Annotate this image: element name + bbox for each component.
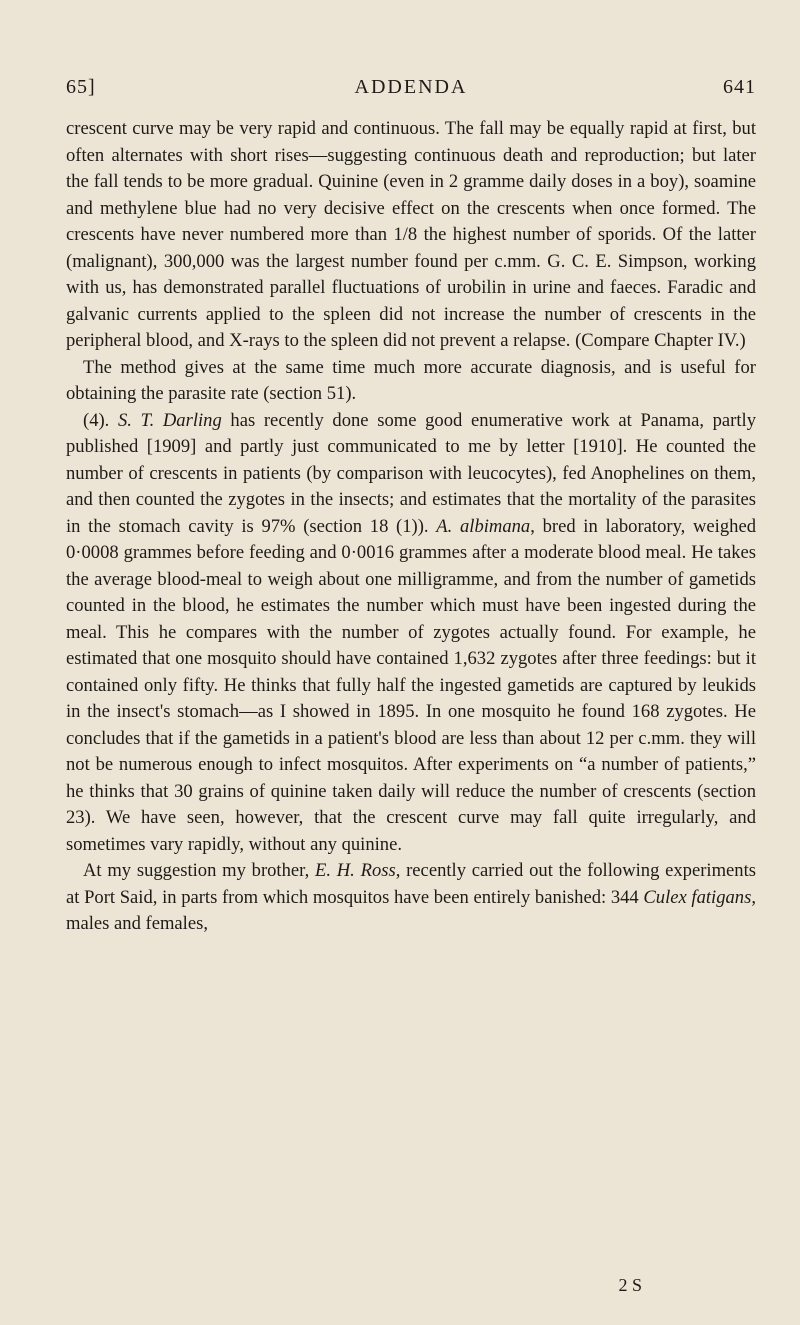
signature-mark: 2 S [618,1275,642,1295]
paragraph-4 [66,858,756,938]
paragraph-2 [66,355,756,408]
species-name-culex: Culex fatigans [643,886,752,908]
paragraph-2-text: The method gives at the same time much more accurate diagnosis, and is useful for obtaining the parasite rate (section 51). [66,356,756,404]
paragraph-1-text: crescent curve may be very rapid and continuous. The fall may be equally rapid at first, but often alternates with short rises—suggesting continuous death and reproduction; but later the fall tends to be more gradual. Quinine (even in 2 gramme daily doses in a boy), soamine and methylene blue had no very decisive effect on the crescents when once formed. The crescents have never numbered more than 1/8 the highest number of sporids. Of the latter (malignant), 300,000 was the largest number found per c.mm. G. C. E. Simpson, working with us, has demonstrated parallel fluctuations of urobilin in urine and faeces. Faradic and galvanic currents applied to the spleen did not increase the number of crescents in the peripheral blood, and X-rays to the spleen did not prevent a relapse. (Compare Chapter IV.) [66,118,756,351]
paragraph-1 [66,116,756,355]
running-header [66,0,756,98]
paragraph-3-text-c: , bred in laboratory, weighed 0·0008 grammes before feeding and 0·0016 grammes after a moderate blood meal. He takes the average blood-meal to weigh about one milligramme, and from the number of gametids counted in the blood, he estimates the number which must have been ingested during the meal. This he compares with the number of zygotes actually found. For example, he estimated that one mosquito should have contained 1,632 zygotes after three feedings: but it contained only fifty. He thinks that fully half the ingested gametids are captured by leukids in the insect's stomach—as I showed in 1895. In one mosquito he found 168 zygotes. He concludes that if the gametids in a patient's blood are less than about 12 per c.mm. they will not be numerous enough to infect mosquitos. After experiments on “a number of patients,” he thinks that 30 grains of quinine taken daily will reduce the number of crescents (section 23). We have seen, however, that the crescent curve may fall quite irregularly, and sometimes vary rapidly, without any quinine. [66,515,756,855]
author-name-darling: S. T. Darling [118,409,222,431]
page-number: 641 [723,76,756,98]
section-number: 65] [66,76,96,98]
paragraph-4-text-a: At my suggestion my brother, [83,860,315,881]
paragraph-3 [66,408,756,859]
running-title: ADDENDA [354,76,468,98]
paragraph-3-text-a: (4). [83,409,118,431]
paragraph-3-text-b: has recently done some good enumerative work at Panama, partly published [1909] and partly just communicated to me by letter [1910]. He counted the number of crescents in patients (by comparison with leucocytes), fed Anophelines on them, and then counted the zygotes in the insects; and estimates that the mortality of the parasites in the stomach cavity is 97% (section 18 (1)). [66,409,756,537]
paragraph-4-text-c: , males and females, [66,886,756,934]
body-text [66,116,756,938]
species-name-albimana: A. albimana [436,515,531,537]
paragraph-4-text-b: , recently carried out the following experiments at Port Said, in parts from which mosquitos have been entirely banished: 344 [66,860,756,908]
author-name-ross: E. H. Ross [315,860,396,881]
